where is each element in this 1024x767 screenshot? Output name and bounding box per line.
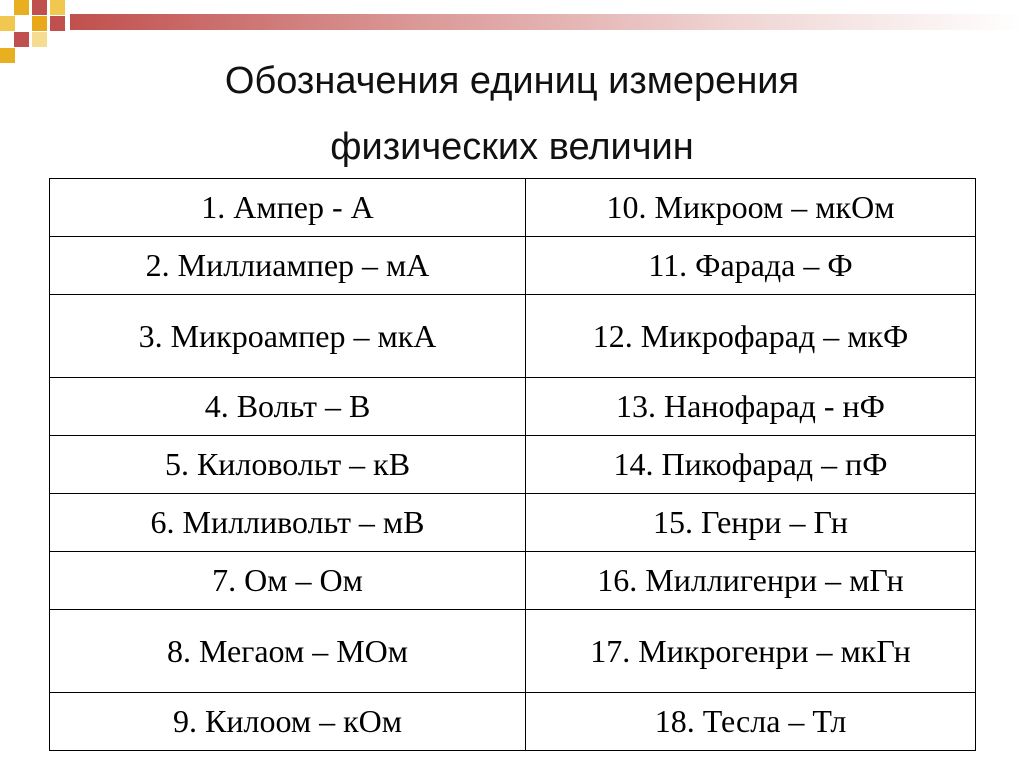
table-cell-left: 5. Киловольт – кВ: [50, 436, 526, 494]
table-cell-right: 17. Микрогенри – мкГн: [526, 610, 976, 693]
units-table: [49, 178, 976, 751]
table-row: [50, 610, 976, 693]
table-cell-left: 7. Ом – Ом: [50, 552, 526, 610]
decorative-square: [32, 32, 47, 47]
table-cell-right: 18. Тесла – Тл: [526, 693, 976, 751]
table-cell-right: 13. Нанофарад - нФ: [526, 378, 976, 436]
table-row: [50, 378, 976, 436]
table-cell-right: 11. Фарада – Ф: [526, 237, 976, 295]
table-row: [50, 693, 976, 751]
table-row: [50, 552, 976, 610]
header-gradient-band: [70, 14, 1024, 30]
table-row: [50, 295, 976, 378]
table-cell-right: 16. Миллигенри – мГн: [526, 552, 976, 610]
table-cell-left: 3. Микроампер – мкА: [50, 295, 526, 378]
table-cell-right: 15. Генри – Гн: [526, 494, 976, 552]
decorative-square: [32, 16, 47, 31]
table-cell-right: 12. Микрофарад – мкФ: [526, 295, 976, 378]
table-cell-left: 1. Ампер - А: [50, 179, 526, 237]
decorative-square: [0, 48, 15, 63]
decorative-square: [50, 0, 65, 15]
table-row: [50, 179, 976, 237]
decorative-square: [14, 0, 29, 15]
decorative-square: [32, 0, 47, 15]
decorative-square: [14, 32, 29, 47]
slide-title-line-2: физических величин: [330, 126, 694, 168]
table-cell-left: 9. Килоом – кОм: [50, 693, 526, 751]
table-cell-left: 2. Миллиампер – мА: [50, 237, 526, 295]
table-row: [50, 436, 976, 494]
table-cell-left: 4. Вольт – В: [50, 378, 526, 436]
decorative-square: [0, 16, 15, 31]
table-cell-right: 14. Пикофарад – пФ: [526, 436, 976, 494]
table-cell-left: 8. Мегаом – МОм: [50, 610, 526, 693]
table-cell-right: 10. Микроом – мкОм: [526, 179, 976, 237]
table-cell-left: 6. Милливольт – мВ: [50, 494, 526, 552]
table-row: [50, 237, 976, 295]
slide-title-line-1: Обозначения единиц измерения: [224, 60, 800, 102]
table-row: [50, 494, 976, 552]
decorative-square: [50, 16, 65, 31]
